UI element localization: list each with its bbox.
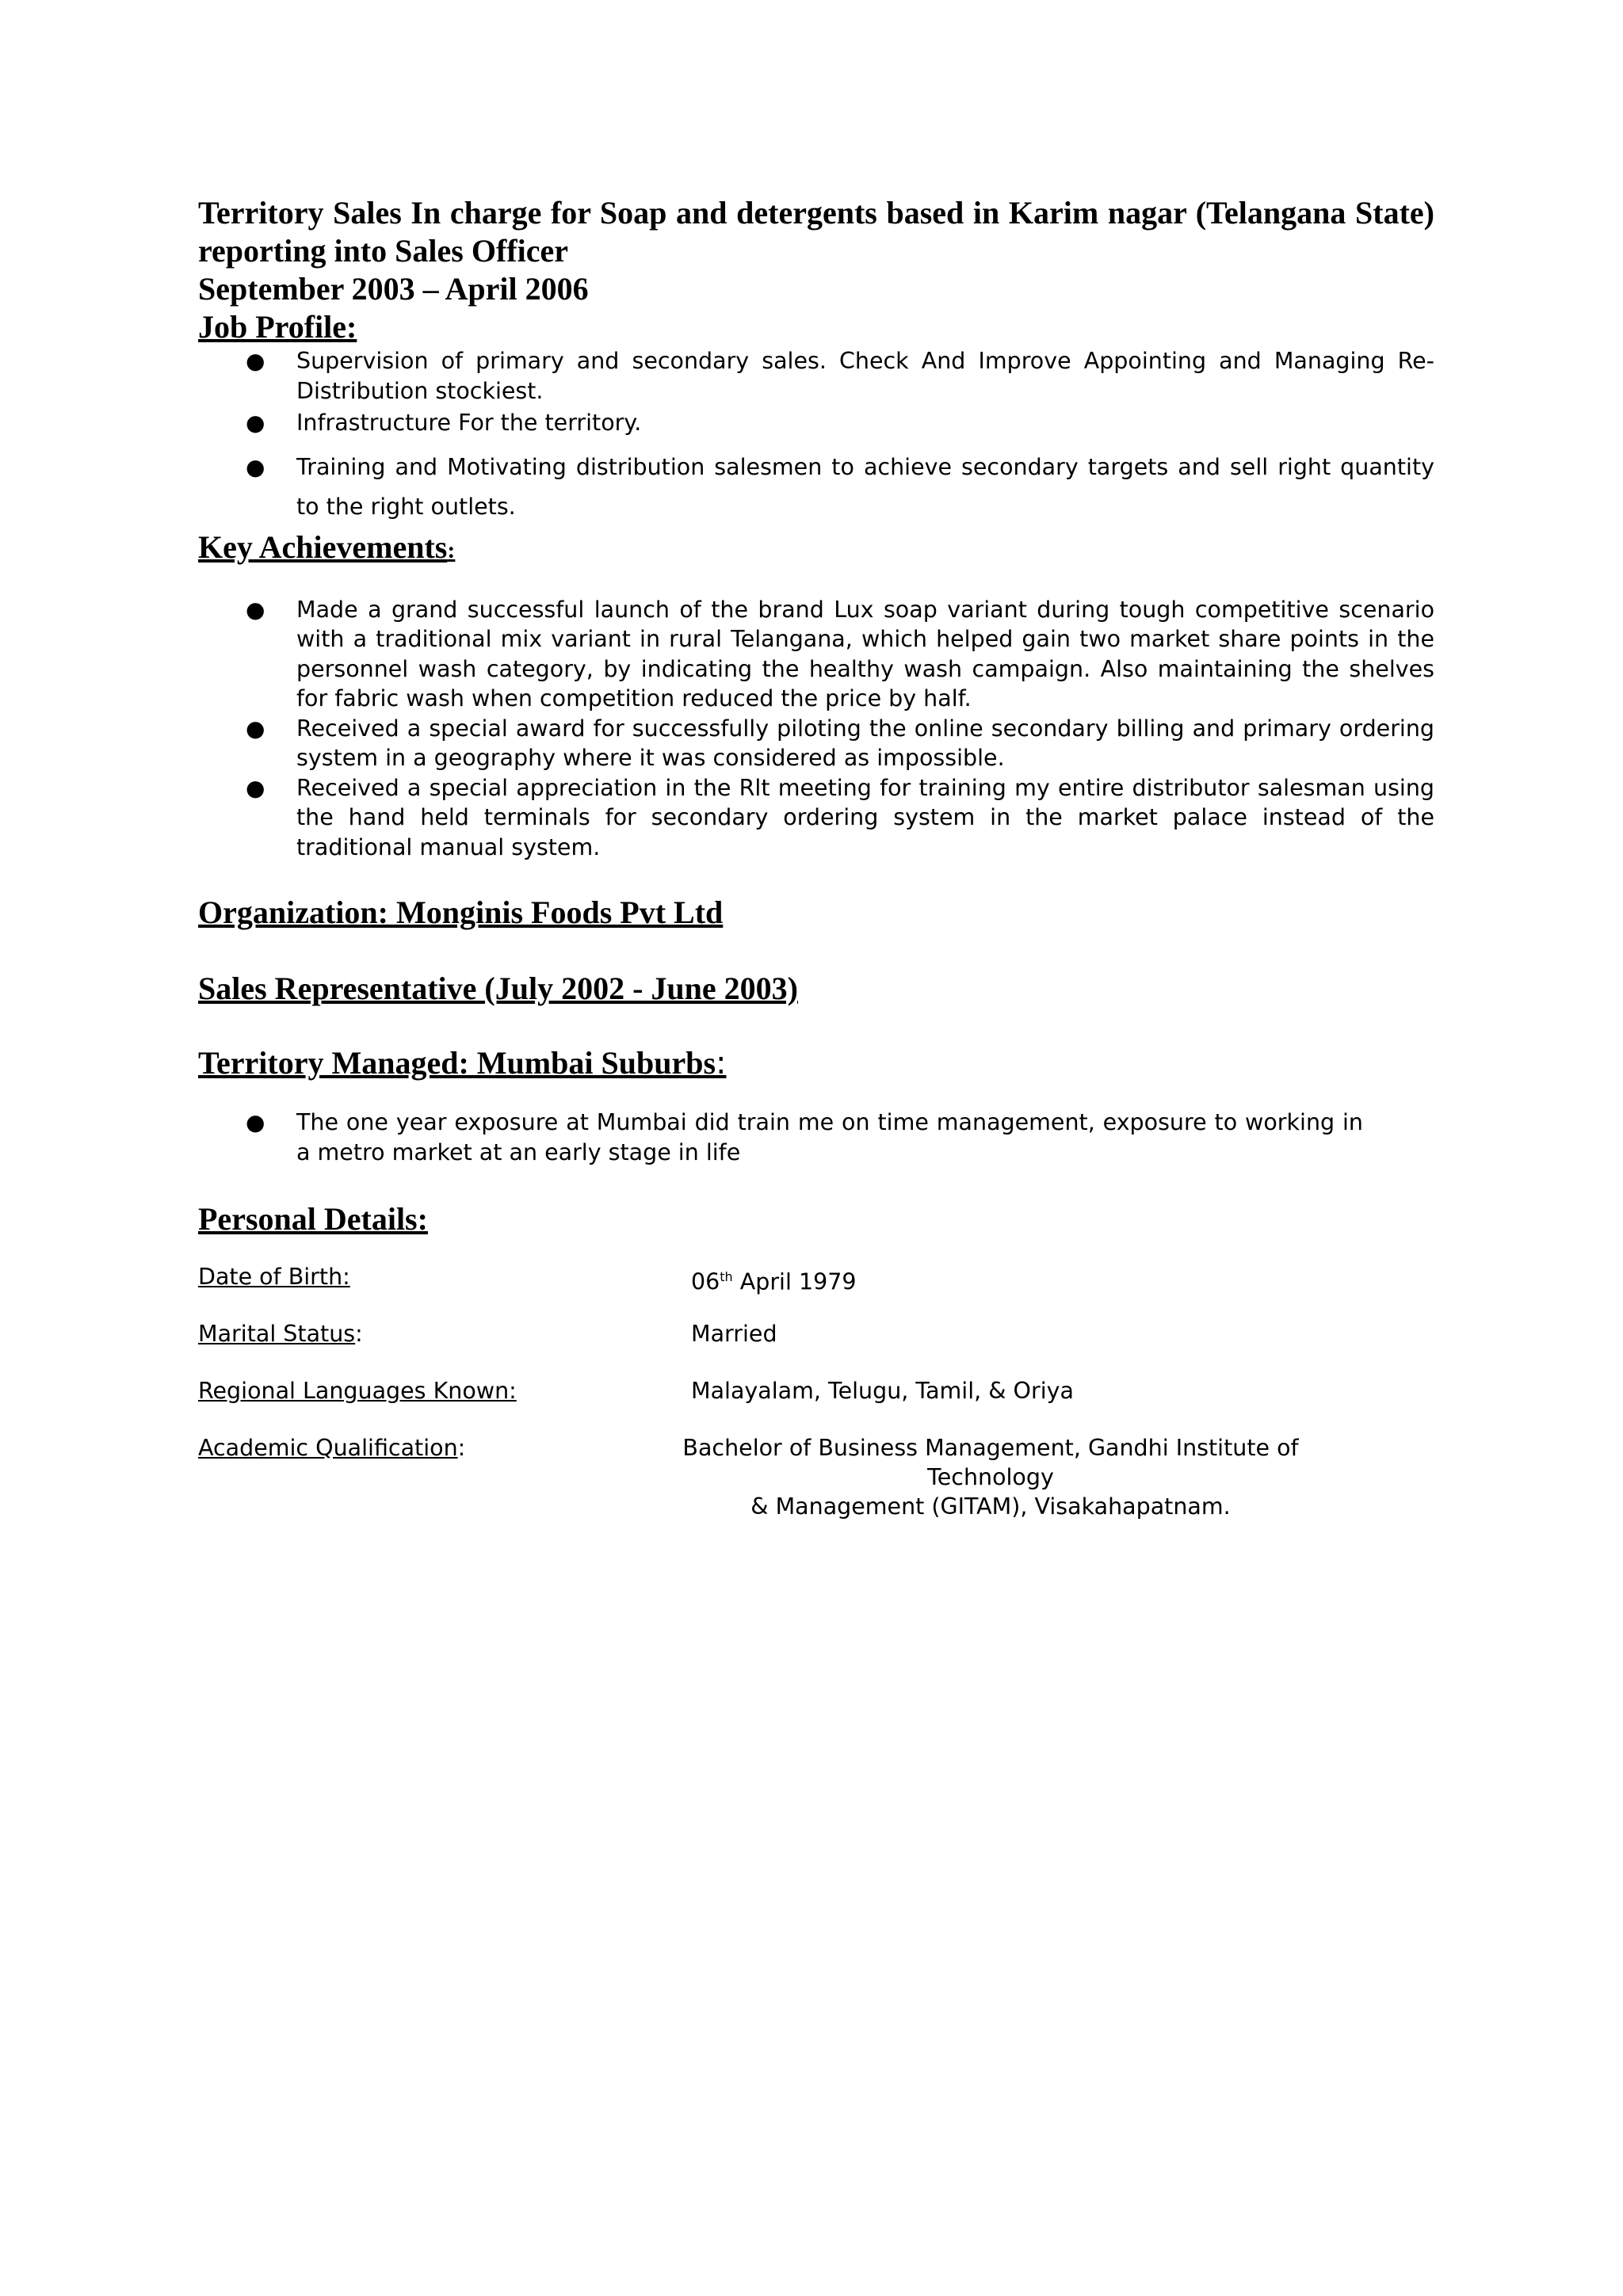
territory-heading: Territory Managed: Mumbai Suburbs:: [198, 1045, 727, 1081]
list-item: ● Received a special award for successfully piloting the online secondary billing and primary ordering system in a geography where it was considered as impossible.: [246, 715, 1434, 771]
key-achievements-list: [198, 595, 1434, 863]
marital-label: Marital Status:: [198, 1321, 363, 1347]
dob-label: Date of Birth:: [198, 1264, 350, 1290]
dob-row: [198, 1262, 1434, 1319]
organization-heading: Organization: Monginis Foods Pvt Ltd: [198, 894, 724, 930]
academic-value: Bachelor of Business Management, Gandhi Institute of Technology & Management (GITAM), Visakahapatnam.: [682, 1435, 1299, 1520]
key-achievements-heading: Key Achievements:: [198, 528, 456, 565]
list-item: ● Training and Motivating distribution salesmen to achieve secondary targets and sell right quantity to the right outlets.: [198, 448, 1434, 527]
list-item: ● The one year exposure at Mumbai did train me on time management, exposure to working in a metro market at an early stage in life: [246, 1109, 1363, 1165]
languages-label: Regional Languages Known:: [198, 1378, 517, 1404]
list-item: ● Received a special appreciation in the Rlt meeting for training my entire distributor salesman using the hand held terminals for secondary ordering system in the market palace instead of the traditional manual system.: [246, 774, 1434, 860]
personal-details: [198, 1262, 1434, 1520]
job-profile-heading: Job Profile:: [198, 309, 357, 345]
resume-page: [198, 194, 1434, 1520]
bullet-icon: ●: [246, 348, 265, 374]
bullet-icon: ●: [246, 715, 265, 742]
job-title: Territory Sales In charge for Soap and detergents based in Karim nagar (Telangana State) reporting into Sales Officer: [198, 195, 1434, 269]
territory-list: [198, 1108, 1363, 1167]
bullet-icon: ●: [246, 774, 265, 801]
academic-row: [198, 1433, 1434, 1520]
marital-value: Married: [691, 1321, 777, 1347]
languages-row: [198, 1376, 1434, 1433]
academic-label: Academic Qualification:: [198, 1435, 466, 1461]
sales-rep-heading: Sales Representative (July 2002 - June 2003): [198, 971, 798, 1006]
bullet-icon: ●: [246, 410, 265, 436]
job-profile-list: [198, 346, 1434, 527]
list-item: ● Supervision of primary and secondary sales. Check And Improve Appointing and Managing Re-Distribution stockiest.: [246, 348, 1434, 404]
dob-value: 06th April 1979: [691, 1268, 857, 1295]
bullet-icon: ●: [246, 596, 265, 623]
job-dates: September 2003 – April 2006: [198, 271, 589, 307]
bullet-icon: ●: [246, 453, 265, 480]
list-item: ● Made a grand successful launch of the brand Lux soap variant during tough competitive scenario with a traditional mix variant in rural Telangana, which helped gain two market share points in the personnel wash category, by indicating the healthy wash campaign. Also maintaining the shelves for fabric wash when competition reduced the price by half.: [246, 596, 1434, 711]
personal-details-heading: Personal Details:: [198, 1201, 428, 1237]
marital-row: [198, 1319, 1434, 1376]
bullet-icon: ●: [246, 1109, 265, 1135]
languages-value: Malayalam, Telugu, Tamil, & Oriya: [691, 1378, 1074, 1404]
list-item: ● Infrastructure For the territory.: [198, 408, 1434, 438]
